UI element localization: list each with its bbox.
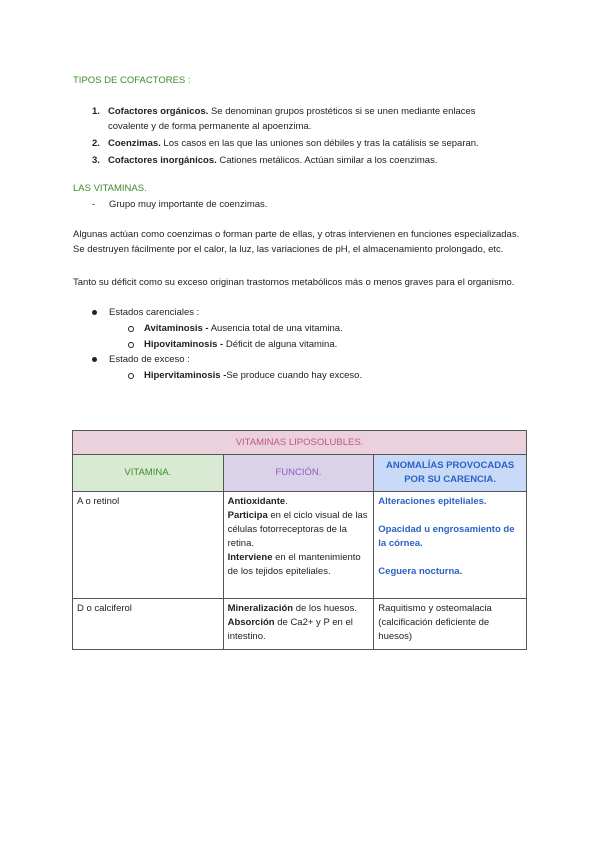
text: en el ciclo visual de las células fotorreceptoras de la retina. bbox=[227, 510, 368, 549]
anomalia-item: Ceguera nocturna. bbox=[378, 566, 463, 577]
list-number: 1. bbox=[92, 106, 100, 117]
anomalia-item: Opacidad u engrosamiento de la córnea. bbox=[378, 524, 515, 549]
term: Interviene bbox=[227, 552, 273, 563]
term: Coenzimas. bbox=[108, 138, 161, 149]
cell-funcion bbox=[223, 492, 374, 599]
cell-anomalias: Raquitismo y osteomalacia (calcificación deficiente de huesos) bbox=[374, 599, 527, 650]
paragraph-trastornos: Tanto su déficit como su exceso originan trastornos metabólicos más o menos graves para el organismo. bbox=[73, 277, 515, 288]
list-item bbox=[92, 136, 512, 151]
term: Participa bbox=[227, 510, 268, 521]
definition: Cationes metálicos. Actúan similar a los coenzimas. bbox=[216, 155, 438, 166]
term: Cofactores inorgánicos. bbox=[108, 155, 217, 166]
table-row bbox=[73, 599, 527, 650]
term: Hipovitaminosis - bbox=[144, 339, 224, 350]
cell-vitamina: D o calciferol bbox=[73, 599, 224, 650]
cell-anomalias bbox=[374, 492, 527, 599]
cell-funcion bbox=[223, 599, 374, 650]
table-row bbox=[73, 492, 527, 599]
vitaminas-heading: LAS VITAMINAS. bbox=[73, 183, 147, 194]
bullet-dot-icon bbox=[92, 357, 97, 362]
list-item bbox=[92, 153, 512, 168]
circle-bullet-icon bbox=[128, 342, 134, 348]
text: de los huesos. bbox=[293, 603, 357, 614]
circle-bullet-icon bbox=[128, 373, 134, 379]
text: en el mantenimiento de los tejidos epiteliales. bbox=[227, 552, 361, 577]
table-header-row bbox=[73, 455, 527, 492]
definition: Se denominan grupos prostéticos si se unen mediante enlaces covalente y de forma permanente al apoenzima. bbox=[108, 106, 476, 132]
table-title-row bbox=[73, 431, 527, 455]
subbullet-text bbox=[144, 337, 337, 352]
term: Hipervitaminosis - bbox=[144, 370, 227, 381]
term: Mineralización bbox=[227, 603, 294, 614]
definition: Los casos en las que las uniones son débiles y tras la catálisis se separan. bbox=[160, 138, 479, 149]
definition: Déficit de alguna vitamina. bbox=[223, 339, 338, 350]
list-item bbox=[92, 104, 512, 134]
list-number: 3. bbox=[92, 155, 100, 166]
bullet-text: Estado de exceso : bbox=[109, 354, 190, 365]
anomalia-item: Alteraciones epiteliales. bbox=[378, 496, 487, 507]
dash-item-text: Grupo muy importante de coenzimas. bbox=[109, 199, 268, 210]
column-header-anomalias: ANOMALÍAS PROVOCADAS POR SU CARENCIA. bbox=[374, 455, 527, 492]
subbullet-text bbox=[144, 321, 343, 336]
paragraph-intro: Algunas actúan como coenzimas o forman parte de ellas, y otras intervienen en funciones especializadas. Se destruyen fácilmente por el calor, la luz, las variaciones de pH, el almacenamiento prolongado, etc. bbox=[73, 229, 520, 255]
term: Antioxidante bbox=[227, 496, 286, 507]
cell-vitamina: A o retinol bbox=[73, 492, 224, 599]
term: Cofactores orgánicos. bbox=[108, 106, 209, 117]
table-title: VITAMINAS LIPOSOLUBLES. bbox=[73, 431, 527, 455]
term: Absorción bbox=[227, 617, 275, 628]
definition: Se produce cuando hay exceso. bbox=[226, 370, 363, 381]
term: Avitaminosis - bbox=[144, 323, 209, 334]
list-number: 2. bbox=[92, 138, 100, 149]
cofactores-heading: TIPOS DE COFACTORES : bbox=[73, 75, 191, 86]
column-header-vitamina: VITAMINA. bbox=[73, 455, 224, 492]
bullet-text: Estados carenciales : bbox=[109, 307, 200, 318]
column-header-funcion: FUNCIÓN. bbox=[223, 455, 374, 492]
dash-marker: - bbox=[92, 199, 96, 210]
subbullet-text bbox=[144, 368, 362, 383]
text: . bbox=[285, 496, 288, 507]
cofactores-list bbox=[92, 104, 512, 168]
text: de Ca2+ y P en el intestino. bbox=[227, 617, 353, 642]
definition: Ausencia total de una vitamina. bbox=[208, 323, 343, 334]
vitaminas-table bbox=[72, 430, 527, 650]
bullet-dot-icon bbox=[92, 310, 97, 315]
circle-bullet-icon bbox=[128, 326, 134, 332]
